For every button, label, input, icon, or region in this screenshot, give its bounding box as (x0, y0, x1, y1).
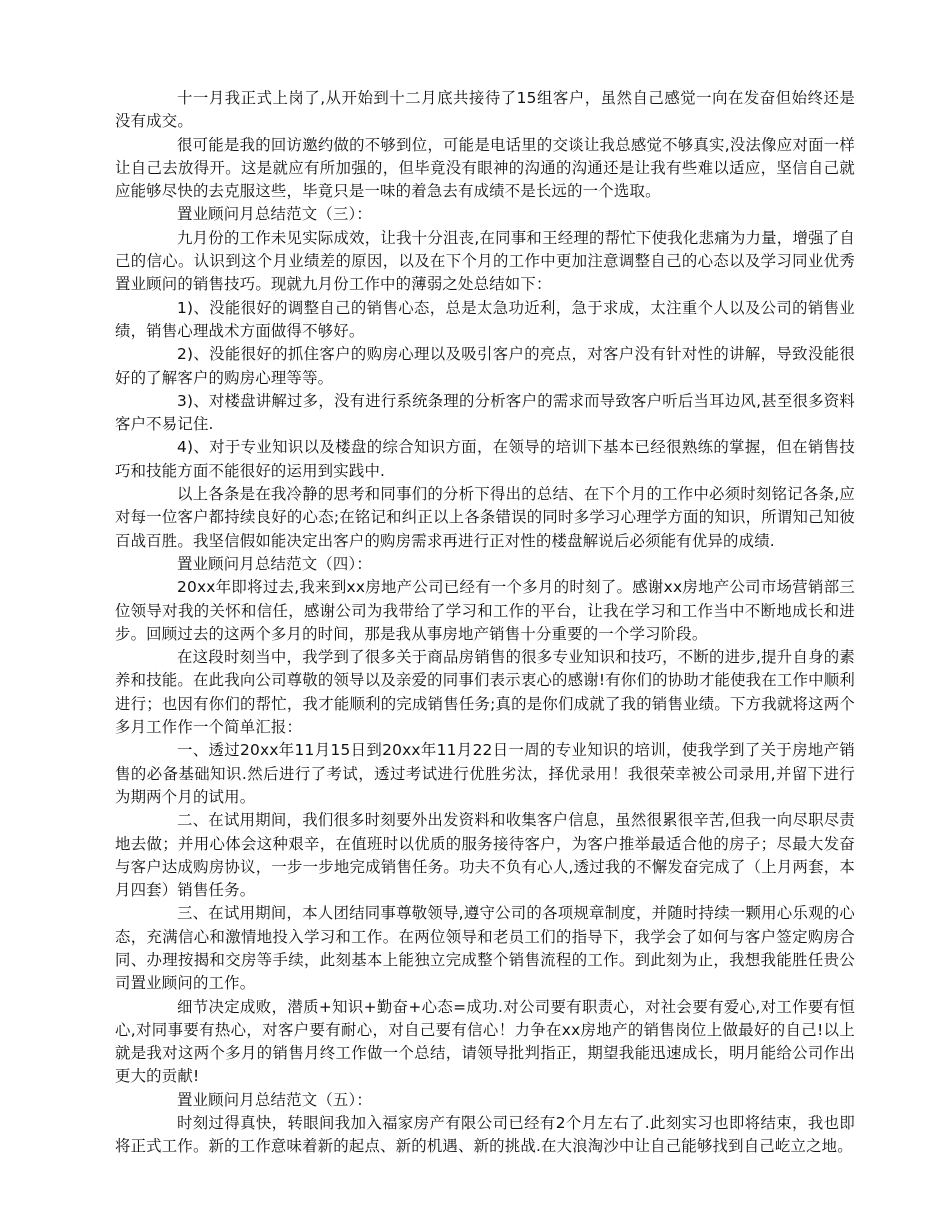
list-item-4: 4)、对于专业知识以及楼盘的综合知识方面，在领导的培训下基本已经很熟练的掌握，但在销售技巧和技能方面不能很好的运用到实践中. (115, 438, 855, 480)
list-item-1: 1)、没能很好的调整自己的销售心态，总是太急功近利，急于求成，太注重个人以及公司的销售业绩，销售心理战术方面做得不够好。 (115, 298, 855, 340)
section-heading-3: 置业顾问月总结范文（三）： (177, 205, 372, 224)
paragraph-4: 九月份的工作未见实际成效，让我十分沮丧,在同事和王经理的帮忙下使我化悲痛为力量，增强了自己的信心。认识到这个月业绩差的原因，以及在下个月的工作中更加注意调整自己的心态以及学习同业优秀置业顾问的销售技巧。现就九月份工作中的薄弱之处总结如下： (115, 228, 855, 294)
list-item-3: 3)、对楼盘讲解过多，没有进行系统条理的分析客户的需求而导致客户听后当耳边风,甚至很多资料客户不易记住. (115, 391, 855, 434)
paragraph-gratitude: 在这段时刻当中，我学到了很多关于商品房销售的很多专业知识和技巧，不断的进步,提升自身的素养和技能。在此我向公司尊敬的领导以及亲爱的同事们表示衷心的感谢!有你们的协助才能使我在工作中顺利进行；也因有你们的帮忙，我才能顺利的完成销售任务;真的是你们成就了我的销售业绩。下方我就将这两个多月工作作一个简单汇报： (115, 648, 855, 737)
paragraph-1: 十一月我正式上岗了,从开始到十二月底共接待了15组客户，虽然自己感觉一向在发奋但始终还是没有成交。 (115, 89, 855, 131)
document-body (115, 87, 855, 1159)
paragraph-intro-4: 20xx年即将过去,我来到xx房地产公司已经有一个多月的时刻了。感谢xx房地产公司市场营销部三位领导对我的关怀和信任，感谢公司为我带给了学习和工作的平台，让我在学习和工作当中不断地成长和进步。回顾过去的这两个多月的时间，那是我从事房地产销售十分重要的一个学习阶段。 (115, 578, 855, 643)
section-heading-4: 置业顾问月总结范文（四）： (177, 554, 372, 573)
paragraph-summary: 以上各条是在我冷静的思考和同事们的分析下得出的总结、在下个月的工作中必须时刻铭记各条,应对每一位客户都持续良好的心态;在铭记和纠正以上各条错误的同时多学习心理学方面的知识，所谓知己知彼百战百胜。我坚信假如能决定出客户的购房需求再进行正对性的楼盘解说后必须能有优异的成绩. (115, 485, 855, 550)
paragraph-closing-4: 细节决定成败，潜质+知识+勤奋+心态=成功.对公司要有职责心，对社会要有爱心,对工作要有恒心,对同事要有热心，对客户要有耐心，对自己要有信心！力争在xx房地产的销售岗位上做最好的自己!以上就是我对这两个多月的销售月终工作做一个总结，请领导批判指正，期望我能迅速成长，明月能给公司作出更大的贡献! (115, 997, 855, 1086)
report-item-1: 一、透过20xx年11月15日到20xx年11月22日一周的专业知识的培训，使我学到了关于房地产销售的必备基础知识.然后进行了考试，透过考试进行优胜劣汰，择优录用！我很荣幸被公司录用,并留下进行为期两个月的试用。 (115, 741, 855, 806)
report-item-2: 二、在试用期间，我们很多时刻要外出发资料和收集客户信息，虽然很累很辛苦,但我一向尽职尽责地去做；并用心体会这种艰辛，在值班时以优质的服务接待客户，为客户推举最适合他的房子；尽最大发奋与客户达成购房协议，一步一步地完成销售任务。功夫不负有心人,透过我的不懈发奋完成了（上月两套，本月四套）销售任务。 (115, 811, 855, 900)
report-item-3: 三、在试用期间，本人团结同事尊敬领导,遵守公司的各项规章制度，并随时持续一颗用心乐观的心态，充满信心和激情地投入学习和工作。在两位领导和老员工们的指导下，我学会了如何与客户签定购房合同、办理按揭和交房等手续，此刻基本上能独立完成整个销售流程的工作。到此刻为止，我想我能胜任贵公司置业顾问的工作。 (115, 904, 855, 993)
section-heading-5: 置业顾问月总结范文（五）： (177, 1090, 372, 1109)
paragraph-2: 很可能是我的回访邀约做的不够到位，可能是电话里的交谈让我总感觉不够真实,没法像应对面一样让自己去放得开。这是就应有所加强的，但毕竟没有眼神的沟通的沟通还是让我有些难以适应，坚信自己就应能够尽快的去克服这些，毕竟只是一味的着急去有成绩不是长远的一个选取。 (115, 135, 855, 201)
list-item-2: 2)、没能很好的抓住客户的购房心理以及吸引客户的亮点，对客户没有针对性的讲解，导致没能很好的了解客户的购房心理等等。 (115, 345, 855, 387)
paragraph-intro-5: 时刻过得真快，转眼间我加入福家房产有限公司已经有2个月左右了.此刻实习也即将结束，我也即将正式工作。新的工作意味着新的起点、新的机遇、新的挑战.在大浪淘沙中让自己能够找到自己屹立之地。 (115, 1114, 855, 1156)
